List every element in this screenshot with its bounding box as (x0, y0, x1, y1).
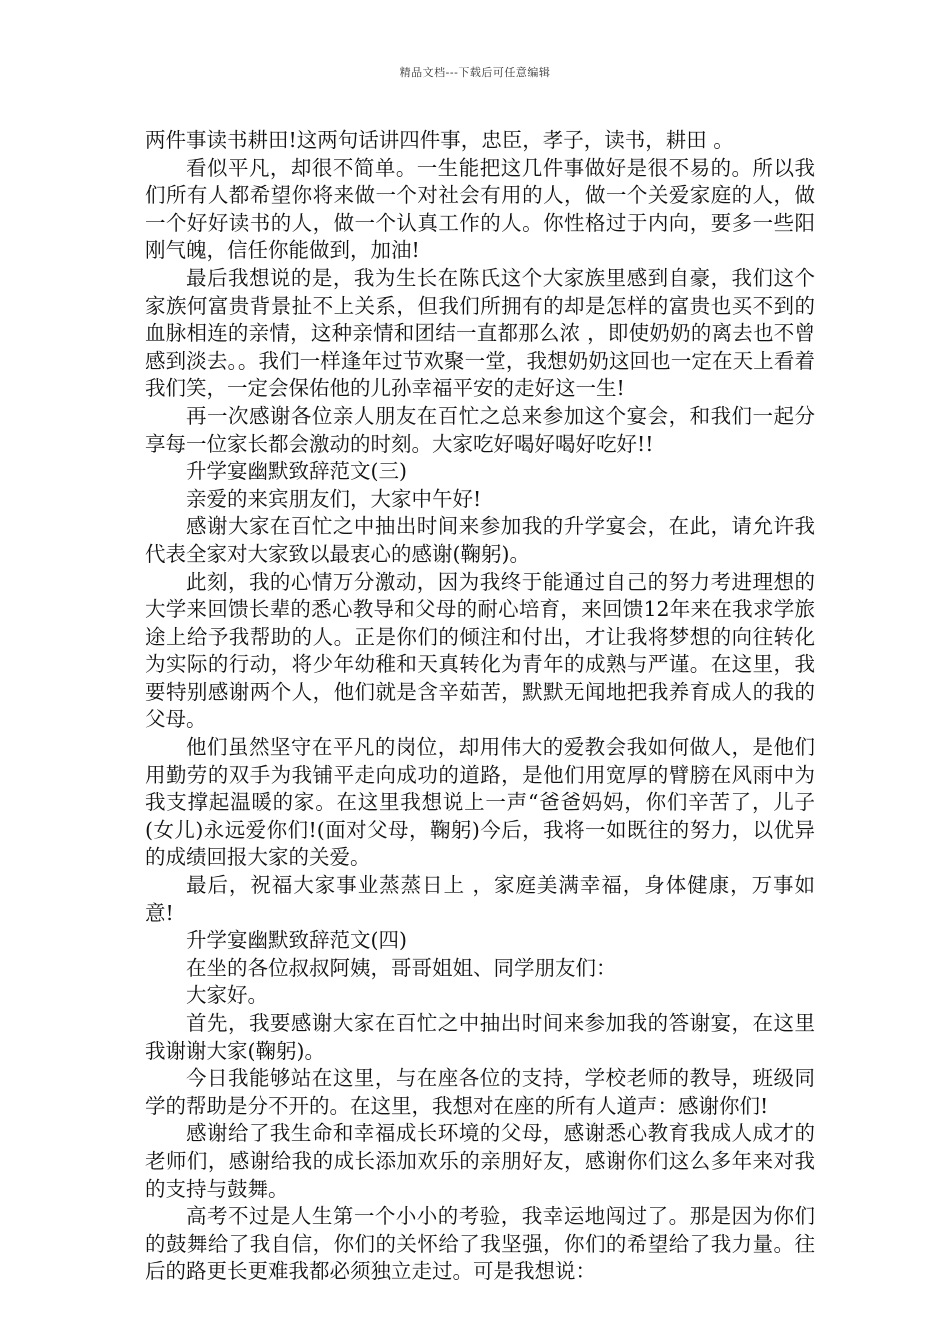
paragraph: 首先，我要感谢大家在百忙之中抽出时间来参加我的答谢宴，在这里我谢谢大家(鞠躬)。 (145, 1011, 815, 1063)
paragraph: 看似平凡，却很不简单。一生能把这几件事做好是很不易的。所以我们所有人都希望你将来做一个对社会有用的人，做一个关爱家庭的人，做一个好好读书的人，做一个认真工作的人。你性格过于内向，要多一些阳刚气魄，信任你能做到，加油! (145, 155, 815, 263)
section-heading: 升学宴幽默致辞范文(三) (186, 459, 407, 484)
section-heading: 升学宴幽默致辞范文(四) (186, 928, 407, 953)
paragraph: 再一次感谢各位亲人朋友在百忙之总来参加这个宴会，和我们一起分享每一位家长都会激动的时刻。大家吃好喝好喝好吃好!! (145, 403, 815, 456)
paragraph: 最后我想说的是，我为生长在陈氏这个大家族里感到自豪，我们这个家族何富贵背景扯不上关系，但我们所拥有的却是怎样的富贵也买不到的血脉相连的亲情，这种亲情和团结一直都那么浓 ，即使奶奶的离去也不曾感到淡去。。我们一样逢年过节欢聚一堂，我想奶奶这回也一定在天上看着我们笑，一定会保佑他的儿孙幸福平安的走好这一生! (145, 265, 815, 401)
page-header: 精品文档---下载后可任意编辑 (399, 66, 551, 79)
greeting-line: 大家好。 (186, 983, 268, 1008)
paragraph: 此刻，我的心情万分激动，因为我终于能通过自己的努力考进理想的大学来回馈长辈的悉心教导和父母的耐心培育，来回馈12年来在我求学旅途上给予我帮助的人。正是你们的倾注和付出，才让我将梦想的向往转化为实际的行动，将少年幼稚和天真转化为青年的成熟与严谨。在这里，我要特别感谢两个人，他们就是含辛茹苦，默默无闻地把我养育成人的我的父母。 (145, 569, 815, 732)
paragraph: 最后，祝福大家事业蒸蒸日上 ，家庭美满幸福，身体健康，万事如意! (145, 873, 815, 925)
greeting-line: 亲爱的来宾朋友们，大家中午好! (186, 486, 482, 511)
paragraph: 感谢大家在百忙之中抽出时间来参加我的升学宴会，在此，请允许我代表全家对大家致以最衷心的感谢(鞠躬)。 (145, 514, 815, 566)
greeting-line: 在坐的各位叔叔阿姨，哥哥姐姐、同学朋友们： (186, 955, 617, 980)
document-body (145, 127, 815, 1286)
paragraph: 他们虽然坚守在平凡的岗位，却用伟大的爱教会我如何做人，是他们用勤劳的双手为我铺平走向成功的道路，是他们用宽厚的臂膀在风雨中为我支撑起温暖的家。在这里我想说上一声“爸爸妈妈，你们辛苦了，儿子(女儿)永远爱你们!(面对父母，鞠躬)今后，我将一如既往的努力，以优异的成绩回报大家的关爱。 (145, 735, 815, 870)
paragraph: 两件事读书耕田!这两句话讲四件事，忠臣，孝子，读书，耕田 。 (145, 128, 734, 152)
paragraph: 感谢给了我生命和幸福成长环境的父母，感谢悉心教育我成人成才的老师们，感谢给我的成长添加欢乐的亲朋好友，感谢你们这么多年来对我的支持与鼓舞。 (145, 1121, 815, 1201)
paragraph: 今日我能够站在这里，与在座各位的支持，学校老师的教导，班级同学的帮助是分不开的。在这里，我想对在座的所有人道声：感谢你们! (145, 1066, 815, 1118)
paragraph: 高考不过是人生第一个小小的考验，我幸运地闯过了。那是因为你们的鼓舞给了我自信，你们的关怀给了我坚强，你们的希望给了我力量。往后的路更长更难我都必须独立走过。可是我想说： (145, 1204, 815, 1284)
